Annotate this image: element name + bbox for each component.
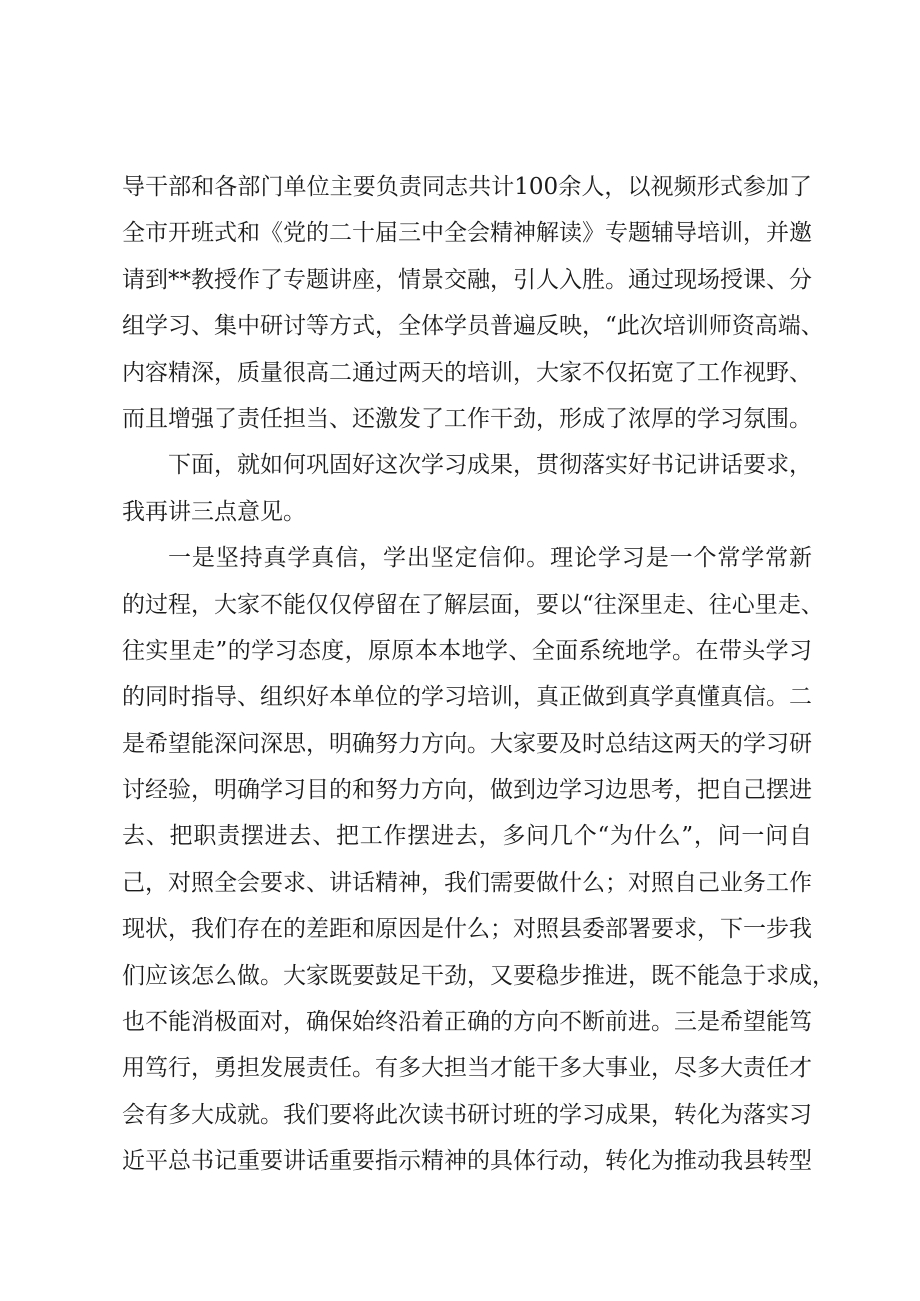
text-line: 往实里走”的学习态度，原原本本地学、全面系统地学。在带头学习	[122, 637, 812, 664]
text-line: 请到**教授作了专题讲座，情景交融，引人入胜。通过现场授课、分	[122, 266, 812, 293]
text-line: 而且增强了责任担当、还激发了工作干劲，形成了浓厚的学习氛围。	[122, 405, 812, 432]
paragraph-start-line: 一是坚持真学真信，学出坚定信仰。理论学习是一个常学常新	[168, 545, 812, 572]
text-line: 用笃行，勇担发展责任。有多大担当才能干多大事业，尽多大责任才	[122, 1055, 812, 1082]
text-line: 的过程，大家不能仅仅停留在了解层面，要以“往深里走、往心里走、	[122, 591, 824, 618]
text-line: 是希望能深问深思，明确努力方向。大家要及时总结这两天的学习研	[122, 730, 812, 757]
text-line: 全市开班式和《党的二十届三中全会精神解读》专题辅导培训，并邀	[122, 220, 812, 247]
text-line: 会有多大成就。我们要将此次读书研讨班的学习成果，转化为落实习	[122, 1101, 812, 1128]
text-line: 讨经验，明确学习目的和努力方向，做到边学习边思考，把自己摆进	[122, 777, 812, 804]
text-line: 也不能消极面对，确保始终沿着正确的方向不断前进。三是希望能笃	[122, 1009, 812, 1036]
text-line: 内容精深，质量很高二通过两天的培训，大家不仅拓宽了工作视野、	[122, 359, 812, 386]
text-line: 近平总书记重要讲话重要指示精神的具体行动，转化为推动我县转型	[122, 1148, 812, 1175]
text-line: 导干部和各部门单位主要负责同志共计100余人，以视频形式参加了	[122, 174, 812, 200]
text-line: 现状，我们存在的差距和原因是什么；对照县委部署要求，下一步我	[122, 916, 812, 943]
body-text	[122, 164, 835, 1185]
text-line: 我再讲三点意见。	[122, 498, 306, 525]
text-line: 己，对照全会要求、讲话精神，我们需要做什么；对照自己业务工作	[122, 869, 812, 896]
text-line: 去、把职责摆进去、把工作摆进去，多问几个“为什么”，问一问自	[122, 823, 812, 850]
paragraph-start-line: 下面，就如何巩固好这次学习成果，贯彻落实好书记讲话要求，	[168, 452, 812, 479]
text-line: 们应该怎么做。大家既要鼓足干劲，又要稳步推进，既不能急于求成，	[122, 962, 835, 989]
text-line: 组学习、集中研讨等方式，全体学员普遍反映，“此次培训师资高端、	[122, 313, 824, 340]
text-line: 的同时指导、组织好本单位的学习培训，真正做到真学真懂真信。二	[122, 684, 812, 711]
